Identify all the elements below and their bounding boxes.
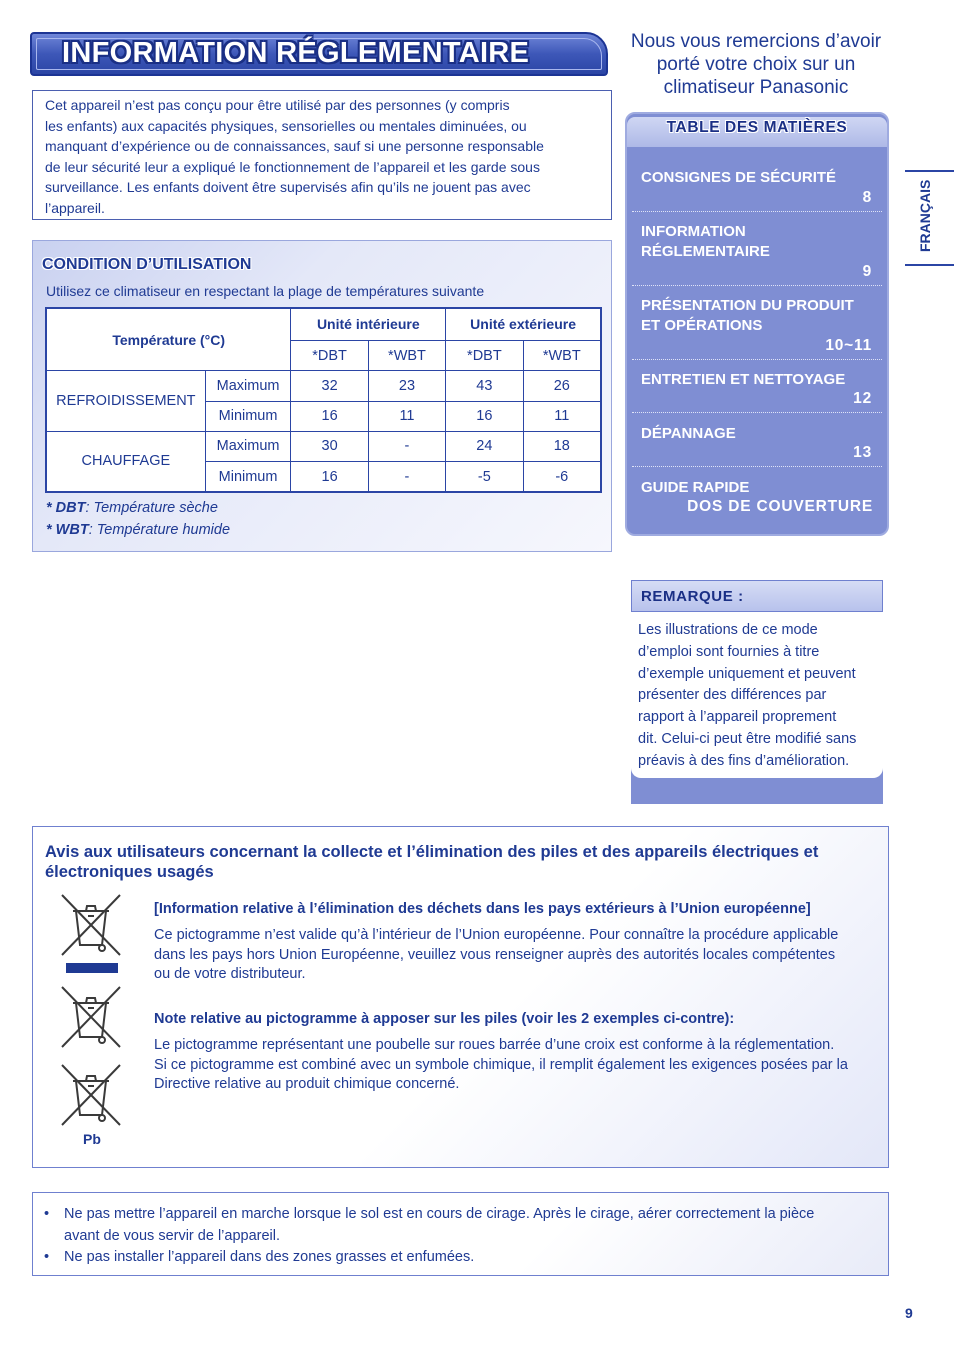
table-cell: 11 (523, 401, 601, 431)
toc-item-troubleshooting[interactable]: DÉPANNAGE (641, 425, 736, 442)
bullet-mark: • (44, 1206, 50, 1222)
toc-divider (632, 359, 882, 360)
toc-divider (632, 285, 882, 286)
outdoor-header: Unité extérieure (446, 308, 601, 340)
toc-divider (632, 211, 882, 212)
safety-line: surveillance. Les enfants doivent être supervisés afin qu’ils ne jouent pas avec (45, 179, 531, 196)
condition-title: CONDITION D’UTILISATION (42, 256, 252, 273)
warning-item (64, 1204, 864, 1247)
remarque-line: dit. Celui-ci peut être modifié sans (638, 730, 857, 747)
sub-header: *DBT (291, 340, 368, 370)
sub-header: *DBT (446, 340, 523, 370)
note-dbt (46, 500, 218, 516)
paragraph-line: Ce pictogramme n’est valide qu’à l’intérieur de l’Union européenne. Pour connaître la procédure applicable (154, 927, 839, 943)
condition-subtitle: Utilisez ce climatiseur en respectant la plage de températures suivante (46, 283, 485, 299)
table-cell: 11 (368, 401, 445, 431)
crossed-bin-icon (60, 985, 124, 1049)
safety-line: Cet appareil n’est pas conçu pour être utilisé par des personnes (y compris (45, 97, 510, 113)
table-cell: 16 (291, 401, 368, 431)
table-cell: 24 (446, 431, 523, 461)
cooling-label: REFROIDISSEMENT (46, 371, 205, 432)
note-key: * WBT (46, 522, 89, 538)
toc-title: TABLE DES MATIÈRES (666, 119, 848, 136)
toc-page: 8 (862, 189, 872, 206)
toc-item-line: INFORMATION (641, 223, 746, 240)
note-key: * DBT (46, 500, 86, 516)
heating-label: CHAUFFAGE (46, 431, 205, 492)
safety-line: l’appareil. (45, 199, 105, 216)
paragraph-line: dans les pays hors Union Européenne, veuillez vous renseigner auprès des autorités locales compétentes (154, 946, 836, 963)
sub-header: *WBT (368, 340, 445, 370)
toc-page: 13 (853, 444, 872, 461)
table-cell: - (368, 431, 445, 461)
toc-divider (632, 412, 882, 413)
title-banner (30, 32, 608, 76)
toc-page: DOS DE COUVERTURE (687, 498, 873, 515)
paragraph-line: Directive relative au produit chimique concerné. (154, 1076, 460, 1092)
table-cell: 43 (446, 371, 523, 401)
remarque-line: présenter des différences par (638, 687, 827, 704)
disposal-paragraph-non-eu (154, 926, 879, 985)
table-cell: 32 (291, 371, 368, 401)
note-wbt (46, 522, 230, 538)
min-label: Minimum (205, 462, 291, 492)
toc-divider (632, 466, 882, 467)
max-label: Maximum (205, 431, 291, 461)
warning-line: Ne pas mettre l’appareil en marche lorsque le sol est en cours de cirage. Après le cirage, aérer correctement la pièce (64, 1206, 815, 1222)
toc-item-safety[interactable]: CONSIGNES DE SÉCURITÉ (641, 169, 837, 186)
table-cell: 30 (291, 431, 368, 461)
min-label: Minimum (205, 401, 291, 431)
disposal-heading-non-eu: [Information relative à l’élimination des déchets dans les pays extérieurs à l’Union européenne] (154, 901, 811, 917)
thanks-text: Nous vous remercions d’avoir porté votre choix sur un climatiseur Panasonic (630, 31, 882, 98)
toc-item-regulatory[interactable] (641, 222, 770, 262)
max-label: Maximum (205, 371, 291, 401)
remarque-line: Les illustrations de ce mode (638, 622, 818, 638)
safety-line: de leur sécurité leur a expliqué le fonctionnement de l’appareil et les garde sous (45, 158, 540, 175)
page-number: 9 (905, 1305, 913, 1321)
toc-page: 10~11 (825, 337, 872, 354)
toc-page: 12 (853, 390, 872, 407)
table-cell: 26 (523, 371, 601, 401)
disposal-title: Avis aux utilisateurs concernant la collecte et l’élimination des piles et des appareils électriques et électroniques usagés (45, 843, 819, 881)
paragraph-line: Le pictogramme représentant une poubelle sur roues barrée d’une croix est conforme à la réglementation. (154, 1037, 835, 1053)
warning-item: Ne pas installer l’appareil dans des zones grasses et enfumées. (64, 1249, 475, 1265)
remarque-title: REMARQUE : (641, 588, 744, 605)
safety-notice (32, 90, 612, 220)
temp-header: Température (°C) (46, 308, 291, 371)
table-cell: 23 (368, 371, 445, 401)
toc-item-quick-guide[interactable]: GUIDE RAPIDE (641, 479, 750, 496)
table-cell: 18 (523, 431, 601, 461)
crossed-bin-with-bar-icon (60, 893, 124, 975)
paragraph-line: Si ce pictogramme est combiné avec un symbole chimique, il remplit également les exigences posées par la (154, 1056, 848, 1073)
language-tab (905, 170, 954, 266)
table-cell: 16 (446, 401, 523, 431)
warning-line: avant de vous servir de l’appareil. (64, 1227, 281, 1244)
toc-item-presentation[interactable] (641, 296, 854, 336)
toc-item-maintenance[interactable]: ENTRETIEN ET NETTOYAGE (641, 371, 846, 388)
table-cell: -6 (523, 462, 601, 492)
indoor-header: Unité intérieure (291, 308, 446, 340)
chemical-symbol-label: Pb (83, 1131, 101, 1147)
remarque-line: rapport à l’appareil proprement (638, 709, 837, 726)
toc-item-line: PRÉSENTATION DU PRODUIT (641, 297, 854, 314)
disposal-paragraph-batteries (154, 1036, 879, 1095)
toc-page: 9 (862, 263, 872, 280)
bullet-mark: • (44, 1249, 50, 1265)
toc-item-line: RÉGLEMENTAIRE (641, 243, 770, 260)
table-cell: -5 (446, 462, 523, 492)
safety-line: manquant d’expérience ou de connaissances, sauf si une personne responsable (45, 138, 544, 155)
remarque-line: préavis à des fins d’amélioration. (638, 752, 850, 769)
page-title: INFORMATION RÉGLEMENTAIRE (62, 37, 530, 69)
sub-header: *WBT (523, 340, 601, 370)
remarque-line: d’exemple uniquement et peuvent (638, 665, 856, 682)
safety-line: les enfants) aux capacités physiques, sensorielles ou mentales diminuées, ou (45, 117, 527, 134)
remarque-line: d’emploi sont fournies à titre (638, 643, 820, 660)
note-text: : Température sèche (85, 500, 218, 516)
table-cell: 16 (291, 462, 368, 492)
paragraph-line: ou de votre distributeur. (154, 966, 306, 982)
remarque-body (638, 620, 878, 773)
disposal-heading-batteries: Note relative au pictogramme à apposer sur les piles (voir les 2 exemples ci-contre): (154, 1011, 735, 1027)
toc-item-line: ET OPÉRATIONS (641, 317, 763, 334)
language-label: FRANÇAIS (917, 179, 933, 252)
table-cell: - (368, 462, 445, 492)
temperature-table (45, 307, 602, 493)
crossed-bin-chemical-icon (60, 1063, 124, 1127)
note-text: : Température humide (88, 522, 231, 538)
